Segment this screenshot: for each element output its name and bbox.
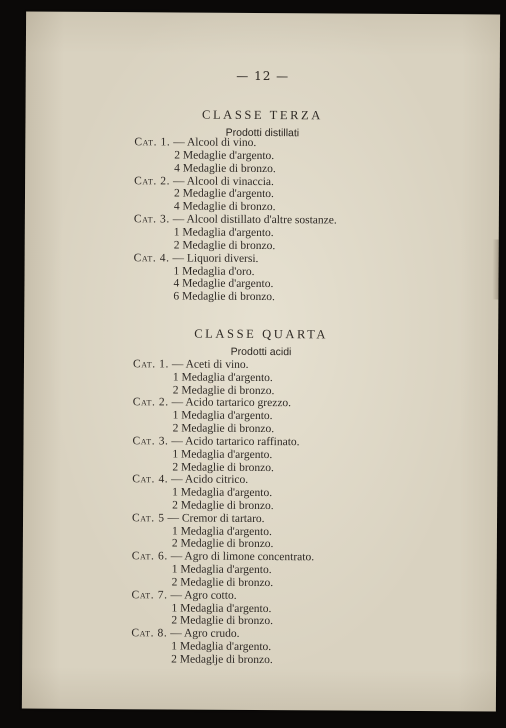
category-line bbox=[133, 397, 291, 410]
medal-line: 1 Medaglia d'argento. bbox=[172, 409, 273, 423]
medal-line: 2 Medaglie di bronzo. bbox=[171, 537, 274, 551]
category-label: Cat. 7. bbox=[131, 588, 168, 602]
category-name: — Agro cotto. bbox=[167, 589, 237, 602]
medal-line: 1 Medaglia d'argento. bbox=[172, 486, 273, 500]
medal-line: 4 Medaglie di bronzo. bbox=[173, 200, 276, 214]
medal-line: 1 Medaglia d'argento. bbox=[171, 563, 272, 577]
section-title-classe-quarta: CLASSE QUARTA bbox=[194, 326, 329, 342]
category-line bbox=[133, 358, 249, 371]
medal-line: 2 Medaglie di bronzo. bbox=[172, 499, 274, 513]
medal-line: 2 Medaglie di bronzo. bbox=[173, 239, 276, 252]
category-line bbox=[132, 512, 265, 525]
category-name: — Agro di limone concentrato. bbox=[167, 550, 315, 564]
medal-line: 1 Medaglia d'argento. bbox=[172, 448, 273, 461]
category-name: — Acido tartarico raffinato. bbox=[168, 435, 300, 449]
category-line bbox=[132, 435, 299, 448]
category-line bbox=[134, 175, 274, 188]
medal-line: 1 Medaglia d'argento. bbox=[171, 640, 272, 654]
medal-line: 2 Medaglie d'argento. bbox=[173, 187, 274, 201]
category-line bbox=[134, 252, 259, 265]
medal-line: 1 Medaglia d'argento. bbox=[173, 226, 274, 240]
category-name: — Acido tartarico grezzo. bbox=[168, 396, 292, 410]
category-label: Cat. 3. bbox=[133, 213, 170, 226]
category-name: — Alcool di vinaccia. bbox=[170, 174, 274, 188]
medal-line: 2 Medaglie d'argento. bbox=[174, 149, 275, 162]
category-name: — Cremor di tartaro. bbox=[164, 512, 265, 525]
category-line bbox=[134, 213, 337, 226]
category-line bbox=[132, 474, 248, 487]
category-line bbox=[132, 551, 314, 564]
category-name: — Alcool di vino. bbox=[170, 136, 257, 149]
medal-line: 4 Medaglie di bronzo. bbox=[174, 162, 276, 175]
category-label: Cat. 5 bbox=[132, 512, 165, 525]
category-label: Cat. 4. bbox=[132, 473, 169, 486]
category-name: — Acido citrico. bbox=[168, 473, 249, 487]
medal-line: 2 Medaglie di bronzo. bbox=[172, 461, 274, 474]
category-label: Cat. 6. bbox=[131, 550, 168, 563]
document-page bbox=[22, 12, 500, 712]
medal-line: 1 Medaglia d'argento. bbox=[171, 525, 272, 538]
medal-line: 6 Medaglie di bronzo. bbox=[173, 290, 275, 304]
medal-line: 2 Medaglie di bronzo. bbox=[172, 384, 275, 397]
category-label: Cat. 4. bbox=[133, 251, 170, 265]
medal-line: 2 Medaglie di bronzo. bbox=[171, 576, 274, 590]
section-subtitle-prodotti-distillati: Prodotti distillati bbox=[225, 126, 300, 140]
medal-line: 2 Medaglie di bronzo. bbox=[172, 422, 275, 436]
medal-line: 1 Medaglia d'oro. bbox=[173, 264, 255, 278]
page-number: — 12 — bbox=[236, 68, 290, 84]
medal-line: 1 Medaglia d'argento. bbox=[171, 602, 272, 615]
medal-line: 4 Medaglie d'argento. bbox=[173, 277, 274, 291]
category-label: Cat. 2. bbox=[134, 174, 171, 187]
category-name: — Alcool distillato d'altre sostanze. bbox=[169, 213, 337, 227]
category-label: Cat. 2. bbox=[132, 396, 169, 409]
category-label: Cat. 8. bbox=[131, 627, 168, 640]
category-line bbox=[132, 589, 237, 602]
category-name: — Liquori diversi. bbox=[169, 252, 259, 265]
section-subtitle-prodotti-acidi: Prodotti acidi bbox=[230, 345, 292, 359]
category-label: Cat. 1. bbox=[132, 358, 170, 371]
section-title-classe-terza: CLASSE TERZA bbox=[201, 107, 324, 123]
page-fold-shadow bbox=[492, 239, 498, 299]
category-label: Cat. 1. bbox=[134, 136, 171, 149]
category-name: — Aceti di vino. bbox=[168, 358, 249, 371]
medal-line: 2 Medaglje di bronzo. bbox=[171, 653, 273, 666]
category-name: — Agro crudo. bbox=[167, 627, 240, 641]
category-line bbox=[134, 136, 256, 149]
medal-line: 1 Medaglia d'argento. bbox=[172, 371, 273, 384]
category-line bbox=[131, 627, 239, 640]
category-label: Cat. 3. bbox=[132, 435, 169, 448]
medal-line: 2 Medaglie di bronzo. bbox=[171, 614, 274, 628]
